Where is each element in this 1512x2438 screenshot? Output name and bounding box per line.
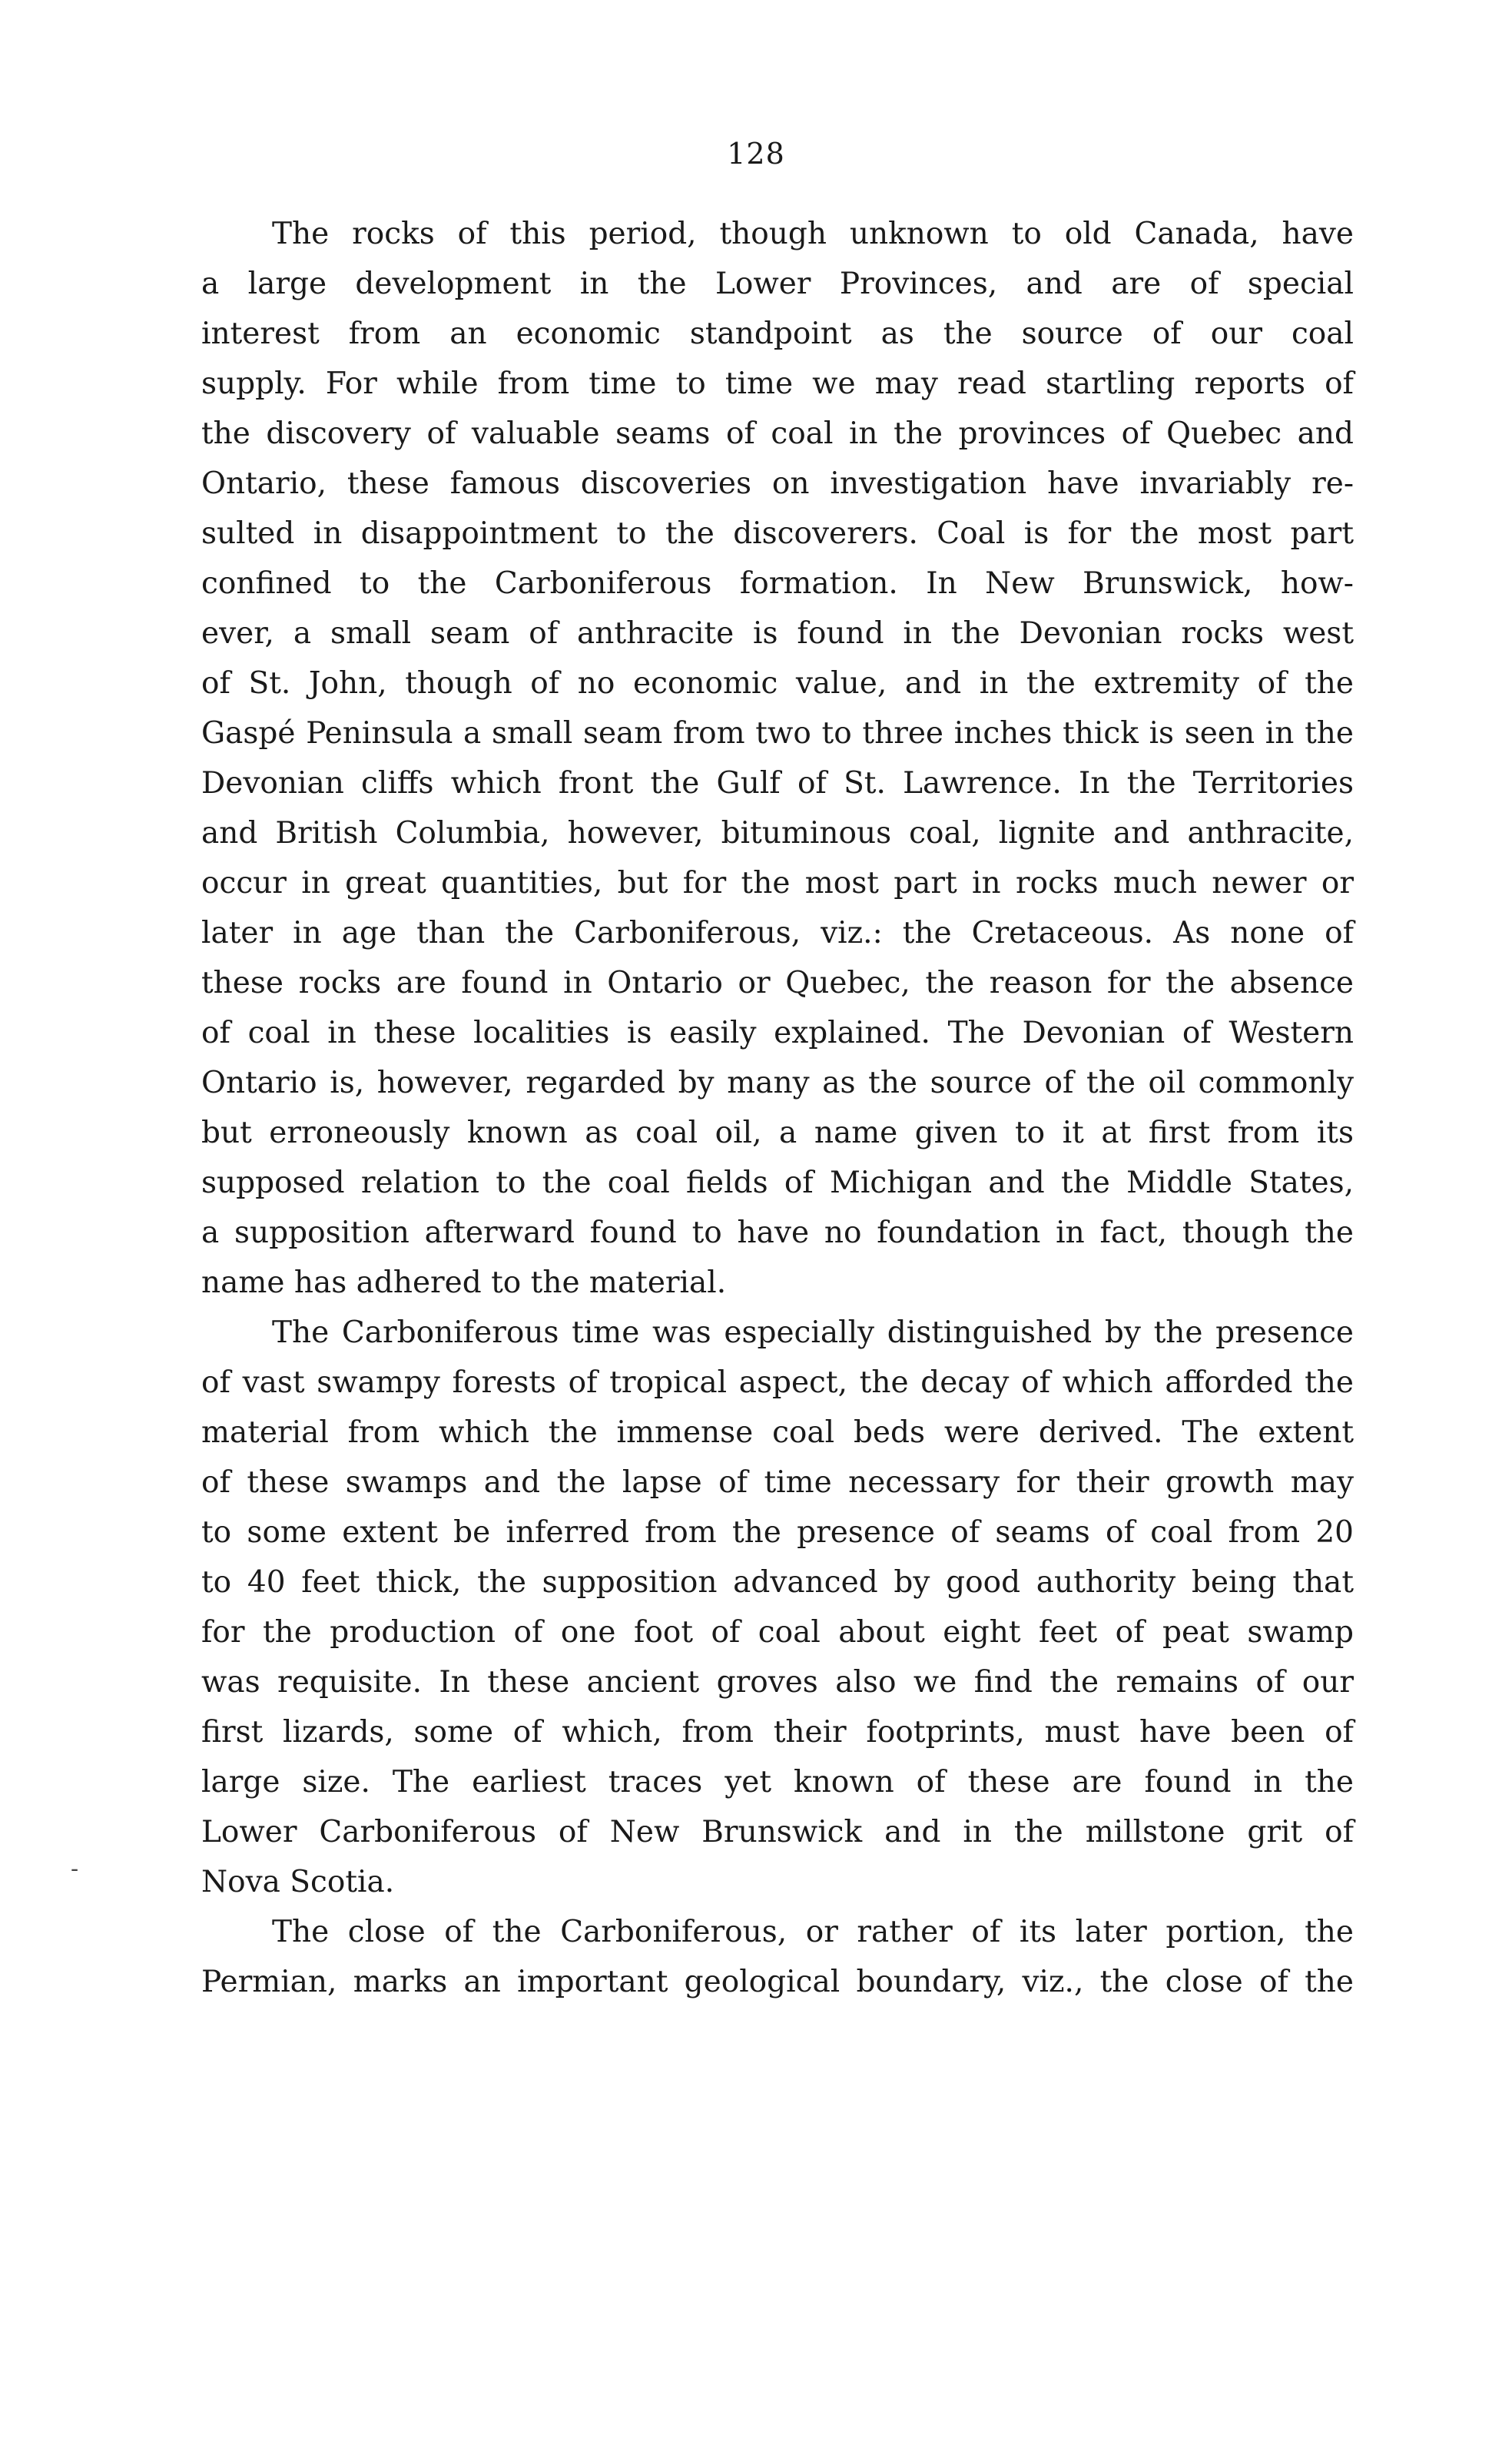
text-line: supposed relation to the coal fields of Michigan and the Middle States,	[201, 1166, 1354, 1200]
page-number: 128	[727, 137, 785, 171]
paragraph-2	[201, 1308, 1354, 1907]
text-line: Nova Scotia.	[201, 1865, 395, 1899]
text-line: Lower Carboniferous of New Brunswick and in the millstone grit of	[201, 1815, 1354, 1849]
text-line: Devonian cliffs which front the Gulf of St. Lawrence. In the Territories	[201, 766, 1354, 801]
text-line: a supposition afterward found to have no foundation in fact, though the	[201, 1216, 1354, 1250]
text-line: The Carboniferous time was especially distinguished by the presence	[272, 1315, 1354, 1350]
margin-mark: -	[71, 1856, 79, 1882]
text-line: these rocks are found in Ontario or Quebec, the reason for the absence	[201, 966, 1354, 1000]
text-line: of vast swampy forests of tropical aspect, the decay of which afforded the	[201, 1365, 1354, 1400]
text-line: of these swamps and the lapse of time necessary for their growth may	[201, 1465, 1354, 1500]
text-line: material from which the immense coal beds were derived. The extent	[201, 1415, 1354, 1450]
text-line: Ontario is, however, regarded by many as the source of the oil commonly	[201, 1066, 1354, 1100]
text-line: occur in great quantities, but for the most part in rocks much newer or	[201, 866, 1354, 901]
text-line: The close of the Carboniferous, or rather of its later portion, the	[272, 1915, 1354, 1949]
text-line: for the production of one foot of coal about eight feet of peat swamp	[201, 1615, 1354, 1650]
text-line: supply. For while from time to time we may read startling reports of	[201, 367, 1354, 401]
text-line: to some extent be inferred from the presence of seams of coal from 20	[201, 1515, 1354, 1550]
text-line: confined to the Carboniferous formation. In New Brunswick, how-	[201, 566, 1354, 601]
text-line: to 40 feet thick, the supposition advanced by good authority being that	[201, 1565, 1354, 1600]
text-line: first lizards, some of which, from their footprints, must have been of	[201, 1715, 1354, 1750]
text-line: of coal in these localities is easily explained. The Devonian of Western	[201, 1016, 1354, 1050]
body-text	[201, 209, 1354, 2007]
text-line: ever, a small seam of anthracite is found in the Devonian rocks west	[201, 616, 1354, 651]
text-line: The rocks of this period, though unknown to old Canada, have	[272, 217, 1354, 251]
text-line: a large development in the Lower Provinces, and are of special	[201, 267, 1354, 301]
text-line: later in age than the Carboniferous, viz.: the Cretaceous. As none of	[201, 916, 1354, 950]
text-line: of St. John, though of no economic value, and in the extremity of the	[201, 666, 1354, 701]
text-line: was requisite. In these ancient groves also we find the remains of our	[201, 1665, 1354, 1700]
text-line: the discovery of valuable seams of coal in the provinces of Quebec and	[201, 416, 1354, 451]
text-line: interest from an economic standpoint as the source of our coal	[201, 317, 1354, 351]
paragraph-3	[201, 1907, 1354, 2007]
paragraph-1	[201, 209, 1354, 1308]
text-line: name has adhered to the material.	[201, 1265, 727, 1300]
text-line: sulted in disappointment to the discoverers. Coal is for the most part	[201, 516, 1354, 551]
text-line: Ontario, these famous discoveries on investigation have invariably re-	[201, 466, 1354, 501]
text-line: Gaspé Peninsula a small seam from two to three inches thick is seen in the	[201, 716, 1354, 751]
text-line: and British Columbia, however, bituminous coal, lignite and anthracite,	[201, 816, 1354, 851]
text-line: Permian, marks an important geological boundary, viz., the close of the	[201, 1965, 1354, 1999]
text-line: large size. The earliest traces yet known of these are found in the	[201, 1765, 1354, 1799]
text-line: but erroneously known as coal oil, a name given to it at first from its	[201, 1116, 1354, 1150]
